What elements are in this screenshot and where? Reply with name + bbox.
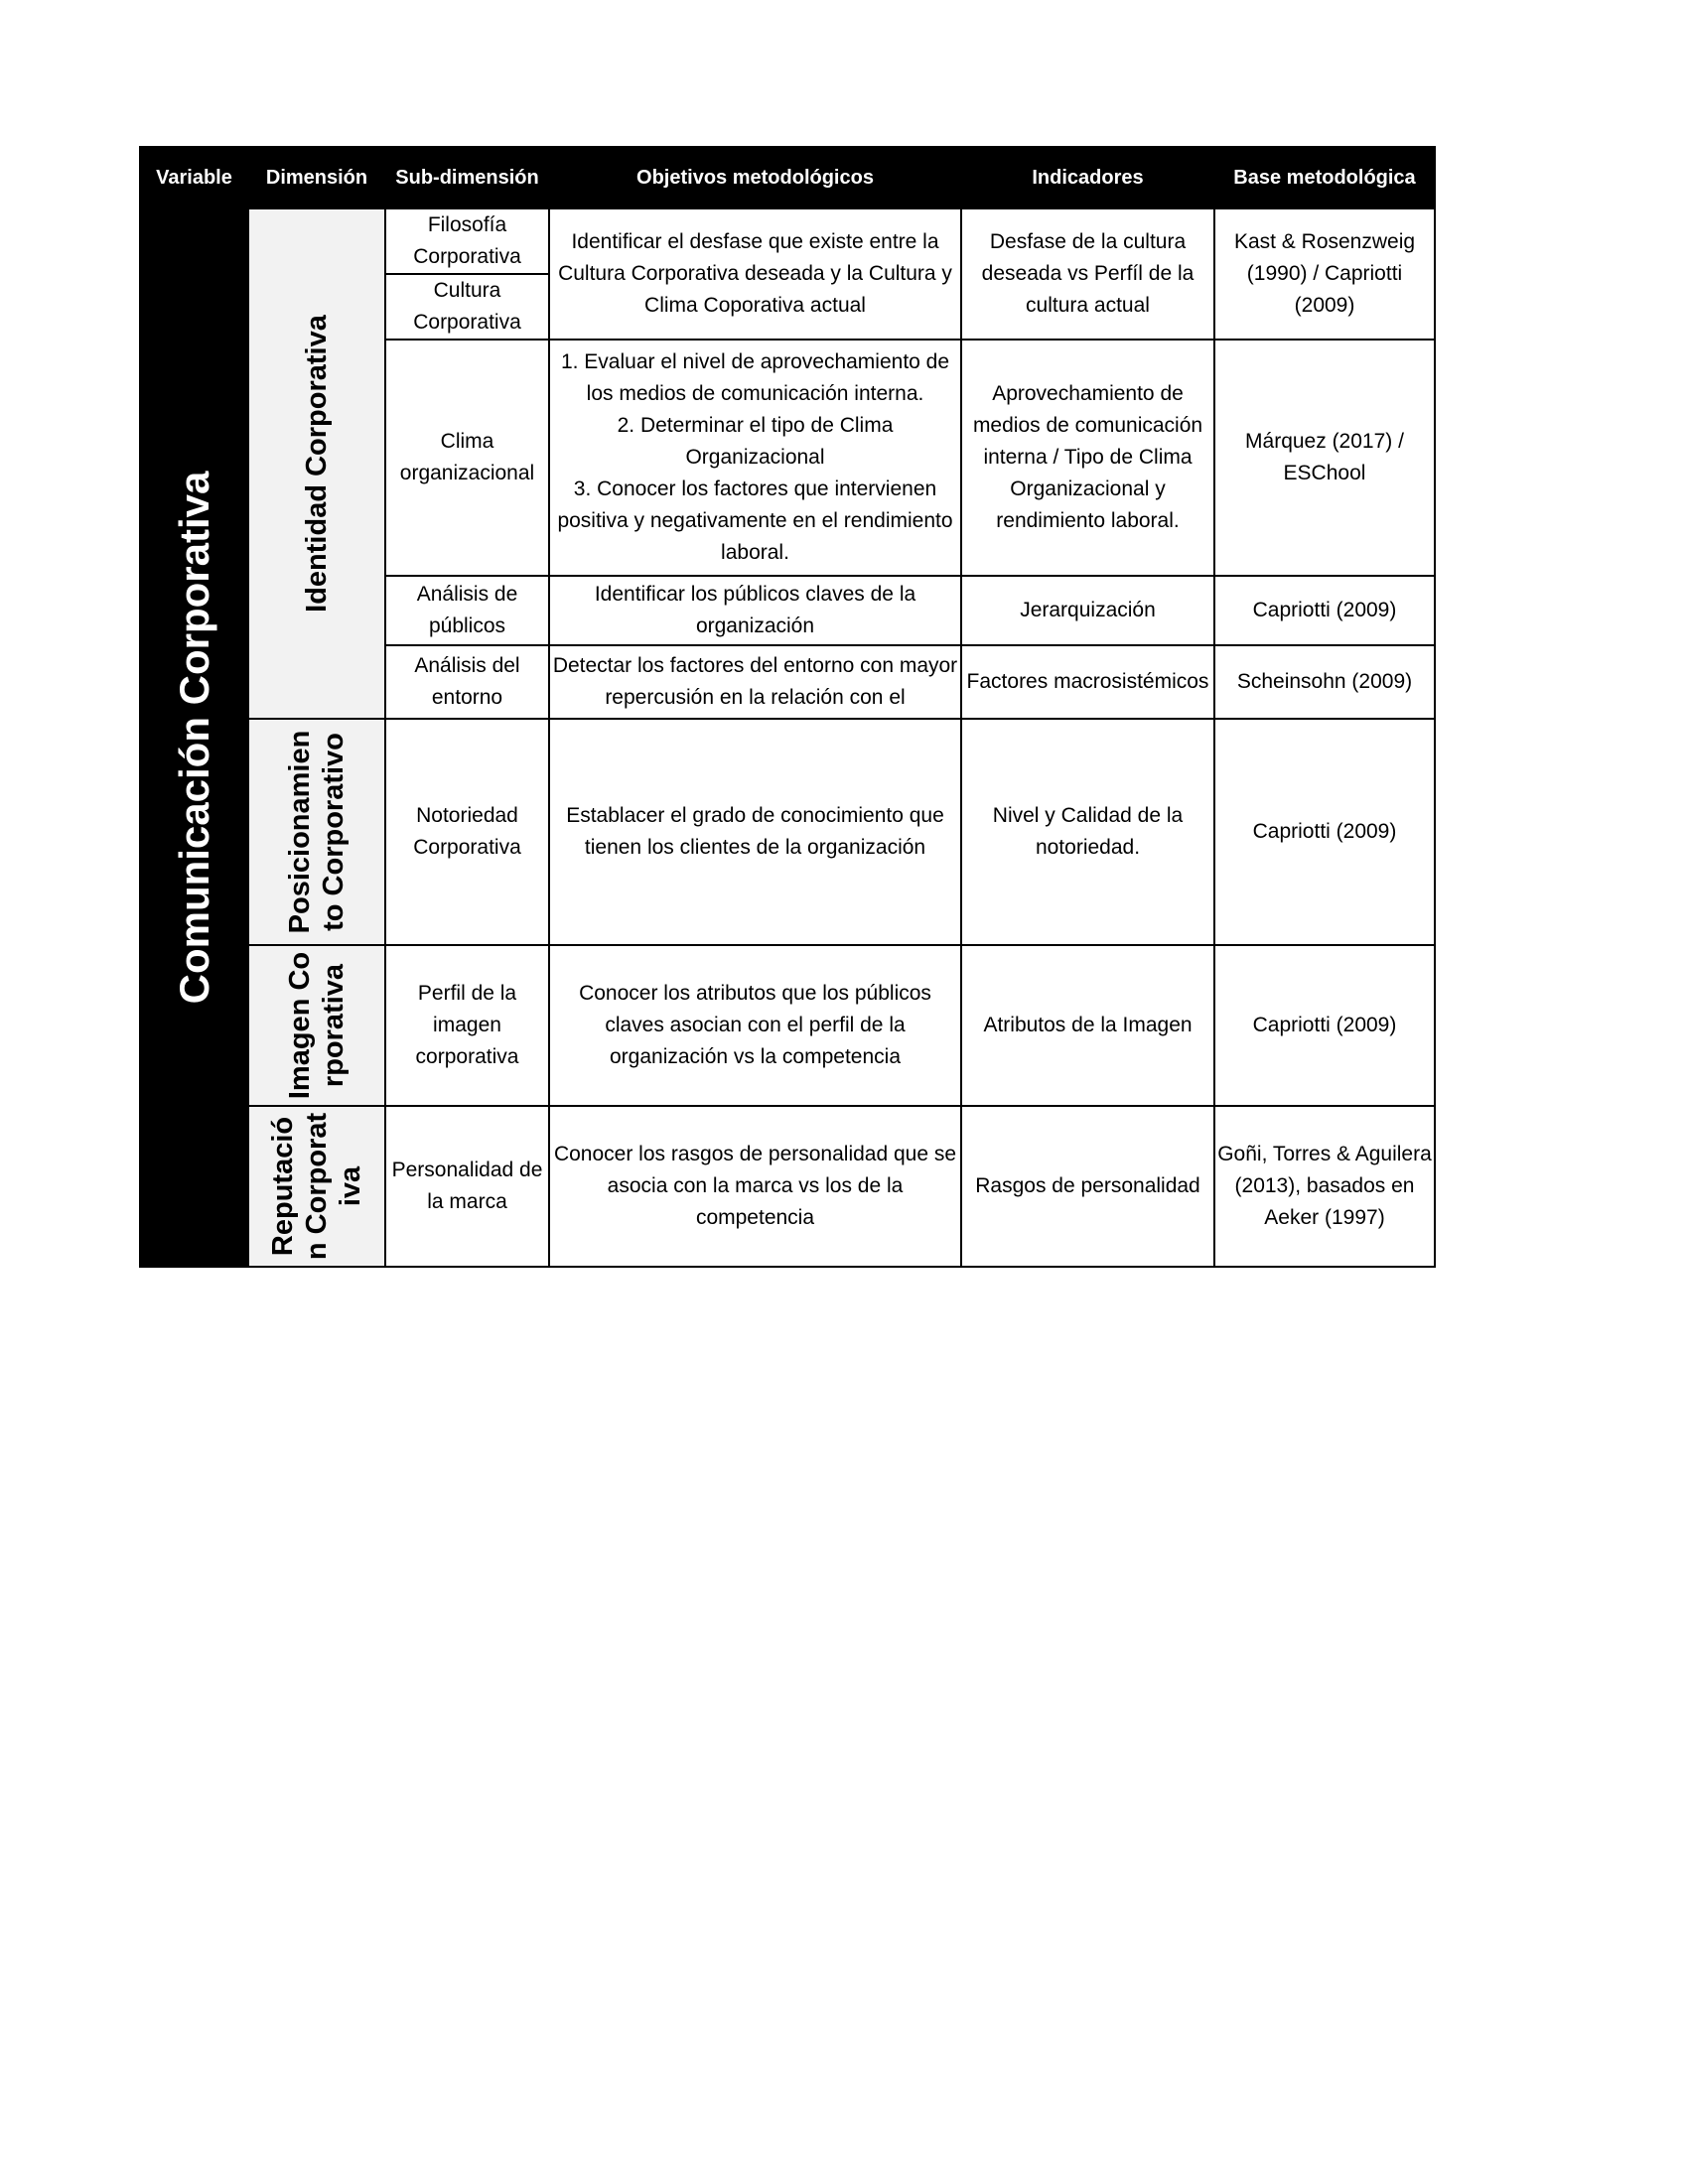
indicator-cell: Aprovechamiento de medios de comunicación interna / Tipo de Clima Organizacional y rendimiento laboral. <box>961 340 1214 576</box>
dimension-label-reputacion: Reputación Corporativa <box>267 1112 366 1261</box>
header-row <box>140 147 1435 208</box>
objective-cell: Conocer los rasgos de personalidad que se asocia con la marca vs los de la competencia <box>549 1106 961 1267</box>
indicator-cell: Atributos de la Imagen <box>961 945 1214 1106</box>
subdimension-cell: Cultura Corporativa <box>385 274 549 340</box>
indicator-cell: Nivel y Calidad de la notoriedad. <box>961 719 1214 945</box>
header-indicators: Indicadores <box>961 147 1214 208</box>
dimension-cell-reputacion <box>248 1106 385 1267</box>
indicator-cell: Factores macrosistémicos <box>961 645 1214 719</box>
subdimension-cell: Análisis de públicos <box>385 576 549 645</box>
subdimension-cell: Notoriedad Corporativa <box>385 719 549 945</box>
dimension-label-imagen: Imagen Corporativa <box>284 951 350 1100</box>
objective-item-1: 1. Evaluar el nivel de aprovechamiento de los medios de comunicación interna. <box>560 350 950 405</box>
table-row <box>140 945 1435 1106</box>
base-cell: Márquez (2017) / ESChool <box>1214 340 1435 576</box>
objective-item-3: 3. Conocer los factores que intervienen positiva y negativamente en el rendimiento laboral. <box>557 478 953 564</box>
header-objectives: Objetivos metodológicos <box>549 147 961 208</box>
table-row <box>140 1106 1435 1267</box>
header-dimension: Dimensión <box>248 147 385 208</box>
base-cell: Capriotti (2009) <box>1214 945 1435 1106</box>
objective-item-2: 2. Determinar el tipo de Clima Organizacional <box>617 414 894 469</box>
dimension-label-identidad: Identidad Corporativa <box>301 315 333 613</box>
base-cell: Capriotti (2009) <box>1214 576 1435 645</box>
dimension-cell-imagen <box>248 945 385 1106</box>
objective-cell <box>549 340 961 576</box>
subdimension-cell: Filosofía Corporativa <box>385 208 549 274</box>
base-cell: Goñi, Torres & Aguilera (2013), basados en Aeker (1997) <box>1214 1106 1435 1267</box>
table-row <box>140 208 1435 274</box>
objective-cell: Establacer el grado de conocimiento que tienen los clientes de la organización <box>549 719 961 945</box>
base-cell: Kast & Rosenzweig (1990) / Capriotti (2009) <box>1214 208 1435 340</box>
subdimension-cell: Clima organizacional <box>385 340 549 576</box>
objective-cell: Identificar el desfase que existe entre la Cultura Corporativa deseada y la Cultura y Clima Coporativa actual <box>549 208 961 340</box>
dimension-cell-posicionamiento <box>248 719 385 945</box>
subdimension-cell: Perfil de la imagen corporativa <box>385 945 549 1106</box>
variable-cell <box>140 208 248 1267</box>
objective-cell: Detectar los factores del entorno con mayor repercusión en la relación con el <box>549 645 961 719</box>
table-row <box>140 719 1435 945</box>
subdimension-cell: Análisis del entorno <box>385 645 549 719</box>
indicator-cell: Desfase de la cultura deseada vs Perfíl de la cultura actual <box>961 208 1214 340</box>
header-subdimension: Sub-dimensión <box>385 147 549 208</box>
objective-cell: Identificar los públicos claves de la organización <box>549 576 961 645</box>
objective-cell: Conocer los atributos que los públicos claves asocian con el perfil de la organización vs la competencia <box>549 945 961 1106</box>
subdimension-cell: Personalidad de la marca <box>385 1106 549 1267</box>
indicator-cell: Rasgos de personalidad <box>961 1106 1214 1267</box>
variable-label: Comunicación Corporativa <box>170 471 217 1005</box>
header-variable: Variable <box>140 147 248 208</box>
dimension-cell-identidad <box>248 208 385 719</box>
dimension-label-posicionamiento: Posicionamiento Corporativo <box>284 730 350 934</box>
base-cell: Capriotti (2009) <box>1214 719 1435 945</box>
indicator-cell: Jerarquización <box>961 576 1214 645</box>
base-cell: Scheinsohn (2009) <box>1214 645 1435 719</box>
header-base: Base metodológica <box>1214 147 1435 208</box>
methodology-table <box>139 146 1436 1268</box>
